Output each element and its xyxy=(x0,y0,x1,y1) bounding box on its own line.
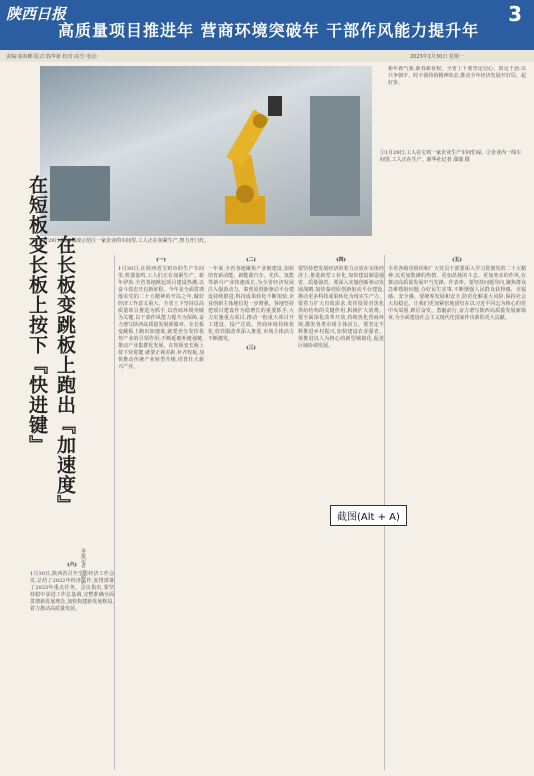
page-banner xyxy=(0,0,534,50)
machine-block xyxy=(50,166,110,221)
body-text: 一年来,全省各地聚焦产业链建设,加快培育新动能。新能源汽车、光伏、氢能等新兴产业快速成长,为全省经济发展注入强劲动力。秦创原创新驱动平台建设持续推进,科技成果转化不断加快,企业创新主体地位进一步增强。各地坚持把项目建设作为稳增长的重要抓手,大力实施重点项目,推动一批重大项目开工建设、投产达效。营商环境持续优化,放管服改革深入推进,市场主体活力不断激发。 xyxy=(208,266,294,342)
photo-caption-right: ①1月29日,工人在宝鸡一家企业生产车间忙碌。②企业内一线车间里,工人正在生产。新华社记者 邵瑞 摄 xyxy=(380,150,522,163)
sub-bar xyxy=(0,50,534,62)
main-title: 在长板变跳板上跑出『加速度』 xyxy=(54,235,76,515)
masthead-logo: 陕西日报 xyxy=(6,5,67,23)
body-text: 1月30日,陕西省召开全省经济工作会议,总结了2022年经济工作,安排部署了2023年重点任务。会议指出,要坚持稳中求进工作总基调,完整准确全面贯彻新发展理念,加快构建新发展格局,着力推动高质量发展。 xyxy=(30,571,114,612)
section-marker: (四) xyxy=(336,257,346,263)
body-text: 全省各级党组织和广大党员干部要深入学习贯彻党的二十大精神,以更加饱满的热情、更加昂扬的斗志、更加务实的作风,在推动高质量发展中当先锋、作表率。要坚持问题导向,聚焦群众急难愁盼问题,办好民生实事,不断增强人民群众获得感、幸福感、安全感。要统筹发展和安全,防范化解重大风险,保持社会大局稳定。让我们更加紧密地团结在以习近平同志为核心的党中央周围,踔厉奋发、勇毅前行,奋力谱写陕西高质量发展新篇章,为全面建设社会主义现代化国家作出新的更大贡献。 xyxy=(388,266,526,321)
body-column-1 xyxy=(118,255,204,770)
body-column-5 xyxy=(388,255,526,770)
body-text-top-right: 新年新气象,新春新征程。全省上下要坚定信心、鼓足干劲,以只争朝夕、时不我待的精神状态,推动全年经济发展开好局、起好步。 xyxy=(388,66,526,86)
section-marker: (五) xyxy=(452,257,462,263)
sub-bar-date: 2023年1月30日 星期一 xyxy=(410,54,464,60)
sub-bar-editor-info: 责编:秦海鹏 版式:钱华新 校对:高雪 电话: xyxy=(6,54,98,60)
banner-headline: 高质量项目推进年 营商环境突破年 干部作风能力提升年 xyxy=(58,21,480,40)
section-marker: (二) xyxy=(246,257,256,263)
section-marker: (三) xyxy=(246,345,256,351)
body-text: 1月30日,在陕西省宝鸡市的生产车间里,机器轰鸣,工人们正在加紧生产。新年伊始,全省各地掀起项目建设热潮,以奋斗姿态开启新征程。今年是全面贯彻落实党的二十大精神的开局之年,做好经济工作意义重大。全省上下坚持以高质量项目推进为抓手,以营商环境突破为关键,以干部作风能力提升为保障,奋力谱写陕西高质量发展新篇章。在长板变跳板上跑出加速度,就要充分发挥优势产业的引领作用,不断延链补链强链,推动产业集群化发展。在短板变长板上按下快进键,就要正视差距,补齐短板,加快推动传统产业转型升级,培育壮大新兴产业。 xyxy=(118,266,204,370)
body-text: 要坚持把发展经济的着力点放在实体经济上,推进新型工业化,加快建设制造强省、质量强省。要深入实施创新驱动发展战略,加快秦创原创新驱动平台建设,推动更多科技成果转化为现实生产力。要着力扩大有效需求,发挥投资对优化供给结构的关键作用,积极扩大消费。要全面深化改革开放,持续优化营商环境,激发各类市场主体活力。要坚定不移推进乡村振兴,加快建设农业强省。要推进以人为核心的新型城镇化,促进区域协调发展。 xyxy=(298,266,384,349)
body-column-0 xyxy=(30,560,114,770)
robot-arm-icon xyxy=(190,86,300,226)
machine-block xyxy=(310,96,360,216)
page-number: 3 xyxy=(508,2,522,26)
body-column-2 xyxy=(208,255,294,770)
photo-caption-below: 1月29日,陕西杨凌示范区一家企业的车间里,工人正在加紧生产,努力开门红。 xyxy=(40,238,210,244)
screenshot-tooltip[interactable]: 截图(Alt + A) xyxy=(330,505,407,526)
factory-photo xyxy=(40,66,372,236)
sub-title: 在短板变长板上按下『快进键』 xyxy=(26,175,48,455)
author-byline: 本报记者 王婷婷 xyxy=(80,548,86,585)
section-marker: (六) xyxy=(67,562,77,568)
column-divider xyxy=(114,255,115,770)
section-marker: (一) xyxy=(156,257,166,263)
